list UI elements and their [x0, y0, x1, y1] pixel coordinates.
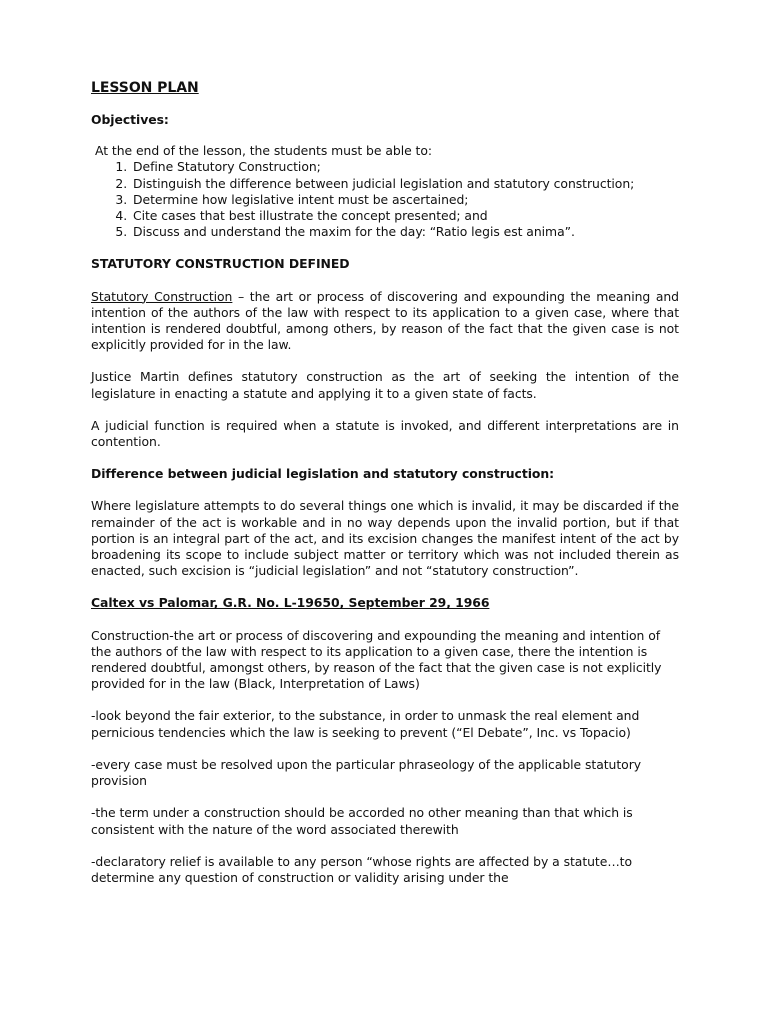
objective-item: 1. Define Statutory Construction;	[131, 159, 679, 175]
case-paragraph: Construction-the art or process of discovering and expounding the meaning and intention of the authors of the law with respect to its application to a given case, there the intention is rendered doubtful, amongst others, by reason of the fact that the given case is not explicitly provided for in the law (Black, Interpretation of Laws)	[91, 627, 662, 692]
objective-item: 4. Cite cases that best illustrate the concept presented; and	[131, 208, 679, 224]
definition-term: Statutory Construction	[91, 288, 233, 304]
lesson-plan-title: LESSON PLAN	[91, 80, 199, 96]
objective-item: 5. Discuss and understand the maxim for the day: “Ratio legis est anima”.	[131, 224, 679, 240]
case-heading: Caltex vs Palomar, G.R. No. L-19650, September 29, 1966	[91, 595, 490, 611]
case-paragraph: -declaratory relief is available to any person “whose rights are affected by a statute…to determine any question of construction or validity arising under the	[91, 853, 632, 885]
justice-martin-paragraph: Justice Martin defines statutory construction as the art of seeking the intention of the legislature in enacting a statute and applying it to a given state of facts.	[91, 369, 679, 401]
objective-item: 2. Distinguish the difference between judicial legislation and statutory construction;	[131, 176, 679, 192]
judicial-function-paragraph: A judicial function is required when a statute is invoked, and different interpretations are in contention.	[91, 417, 679, 450]
objectives-heading: Objectives:	[91, 112, 169, 127]
case-paragraph: -look beyond the fair exterior, to the substance, in order to unmask the real element and pernicious tendencies which the law is seeking to prevent (“El Debate”, Inc. vs Topacio)	[91, 708, 640, 740]
section-heading-statutory-construction-defined: STATUTORY CONSTRUCTION DEFINED	[91, 256, 350, 272]
objective-item: 3. Determine how legislative intent must be ascertained;	[131, 192, 679, 208]
objectives-list	[91, 159, 679, 240]
objectives-intro: At the end of the lesson, the students must be able to:	[95, 143, 433, 159]
definition-paragraph	[91, 289, 679, 354]
section-heading-difference: Difference between judicial legislation and statutory construction:	[91, 466, 555, 482]
case-paragraph: -the term under a construction should be accorded no other meaning than that which is consistent with the nature of the word associated therewith	[91, 805, 633, 837]
difference-paragraph: Where legislature attempts to do several things one which is invalid, it may be discarded if the remainder of the act is workable and in no way depends upon the invalid portion, but if that portion is an integral part of the act, and its excision changes the manifest intent of the act by broadening its scope to include subject matter or territory which was not included therein as enacted, such excision is “judicial legislation” and not “statutory construction”.	[91, 498, 679, 579]
case-paragraph: -every case must be resolved upon the particular phraseology of the applicable statutory provision	[91, 756, 642, 789]
definition-text: – the art or process of discovering and expounding the meaning and intention of the authors of the law with respect to its application to a given case, where that intention is rendered doubtful, among others, by reason of the fact that the given case is not explicitly provided for in the law.	[91, 288, 679, 353]
document-content	[91, 78, 679, 886]
